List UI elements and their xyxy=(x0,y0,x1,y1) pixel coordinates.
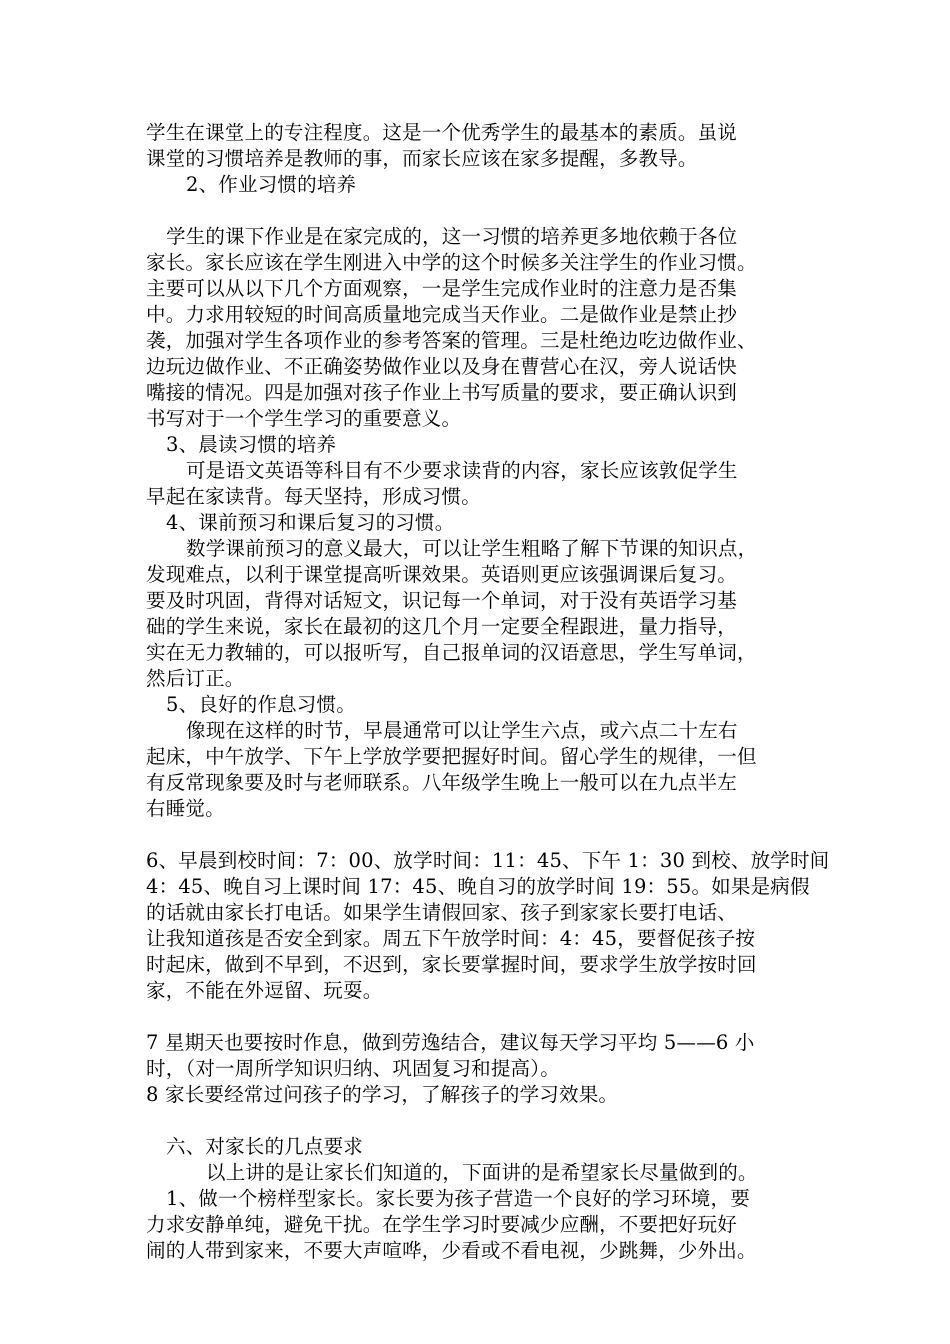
text-line: 础的学生来说，家长在最初的这几个月一定要全程跟进，量力指导， xyxy=(146,615,738,638)
text-line: 7 星期天也要按时作息，做到劳逸结合，建议每天学习平均 5——6 小 xyxy=(146,1031,755,1054)
text-line: 然后订正。 xyxy=(146,667,245,690)
text-line: 像现在这样的时节，早晨通常可以让学生六点，或六点二十左右 xyxy=(186,719,738,742)
text-line: 早起在家读背。每天坚持，形成习惯。 xyxy=(146,485,481,508)
section-heading: 3、晨读习惯的培养 xyxy=(166,433,337,456)
text-line: 中。力求用较短的时间高质量地完成当天作业。二是做作业是禁止抄 xyxy=(146,303,738,326)
text-line: 6、早晨到校时间：7：00、放学时间：11：45、下午 1：30 到校、放学时间 xyxy=(146,849,830,872)
text-line: 袭，加强对学生各项作业的参考答案的管理。三是杜绝边吃边做作业、 xyxy=(146,329,757,352)
text-line: 8 家长要经常过问孩子的学习，了解孩子的学习效果。 xyxy=(146,1083,619,1106)
text-line: 可是语文英语等科目有不少要求读背的内容，家长应该敦促学生 xyxy=(186,459,738,482)
text-line: 学生在课堂上的专注程度。这是一个优秀学生的最基本的素质。虽说 xyxy=(146,121,738,144)
text-line: 发现难点，以利于课堂提高听课效果。英语则更应该强调课后复习。 xyxy=(146,563,738,586)
text-line: 的话就由家长打电话。如果学生请假回家、孩子到家家长要打电话、 xyxy=(146,901,738,924)
text-line: 时起床，做到不早到，不迟到，家长要掌握时间，要求学生放学按时回 xyxy=(146,953,757,976)
text-line: 以上讲的是让家长们知道的，下面讲的是希望家长尽量做到的。 xyxy=(206,1161,758,1184)
section-heading: 六、对家长的几点要求 xyxy=(166,1135,364,1158)
text-line: 闹的人带到家来，不要大声喧哗，少看或不看电视，少跳舞，少外出。 xyxy=(146,1239,757,1262)
text-line: 让我知道孩是否安全到家。周五下午放学时间：4：45，要督促孩子按 xyxy=(146,927,756,950)
text-line: 边玩边做作业、不正确姿势做作业以及身在曹营心在汉，旁人说话快 xyxy=(146,355,738,378)
text-line: 有反常现象要及时与老师联系。八年级学生晚上一般可以在九点半左 xyxy=(146,771,738,794)
text-line: 书写对于一个学生学习的重要意义。 xyxy=(146,407,462,430)
text-line: 学生的课下作业是在家完成的，这一习惯的培养更多地依赖于各位 xyxy=(166,225,738,248)
text-line: 家，不能在外逗留、玩耍。 xyxy=(146,979,383,1002)
text-line: 嘴接的情况。四是加强对孩子作业上书写质量的要求，要正确认识到 xyxy=(146,381,738,404)
text-line: 要及时巩固，背得对话短文，识记每一个单词，对于没有英语学习基 xyxy=(146,589,738,612)
text-line: 力求安静单纯，避免干扰。在学生学习时要减少应酬，不要把好玩好 xyxy=(146,1213,738,1236)
section-heading: 4、课前预习和课后复习的习惯。 xyxy=(166,511,455,534)
text-line: 主要可以从以下几个方面观察，一是学生完成作业时的注意力是否集 xyxy=(146,277,738,300)
text-line: 右睡觉。 xyxy=(146,797,225,820)
section-heading: 2、作业习惯的培养 xyxy=(186,173,357,196)
text-line: 时，（对一周所学知识归纳、巩固复习和提高）。 xyxy=(146,1057,560,1080)
text-line: 课堂的习惯培养是教师的事，而家长应该在家多提醒，多教导。 xyxy=(146,147,698,170)
text-line: 1、做一个榜样型家长。家长要为孩子营造一个良好的学习环境，要 xyxy=(166,1187,750,1210)
section-heading: 5、良好的作息习惯。 xyxy=(166,693,356,716)
text-line: 4：45、晚自习上课时间 17：45、晚自习的放学时间 19：55。如果是病假 xyxy=(146,875,810,898)
text-line: 起床，中午放学、下午上学放学要把握好时间。留心学生的规律，一但 xyxy=(146,745,757,768)
text-line: 家长。家长应该在学生刚进入中学的这个时候多关注学生的作业习惯。 xyxy=(146,251,757,274)
text-line: 实在无力教辅的，可以报听写，自己报单词的汉语意思，学生写单词， xyxy=(146,641,757,664)
text-line: 数学课前预习的意义最大，可以让学生粗略了解下节课的知识点， xyxy=(186,537,758,560)
